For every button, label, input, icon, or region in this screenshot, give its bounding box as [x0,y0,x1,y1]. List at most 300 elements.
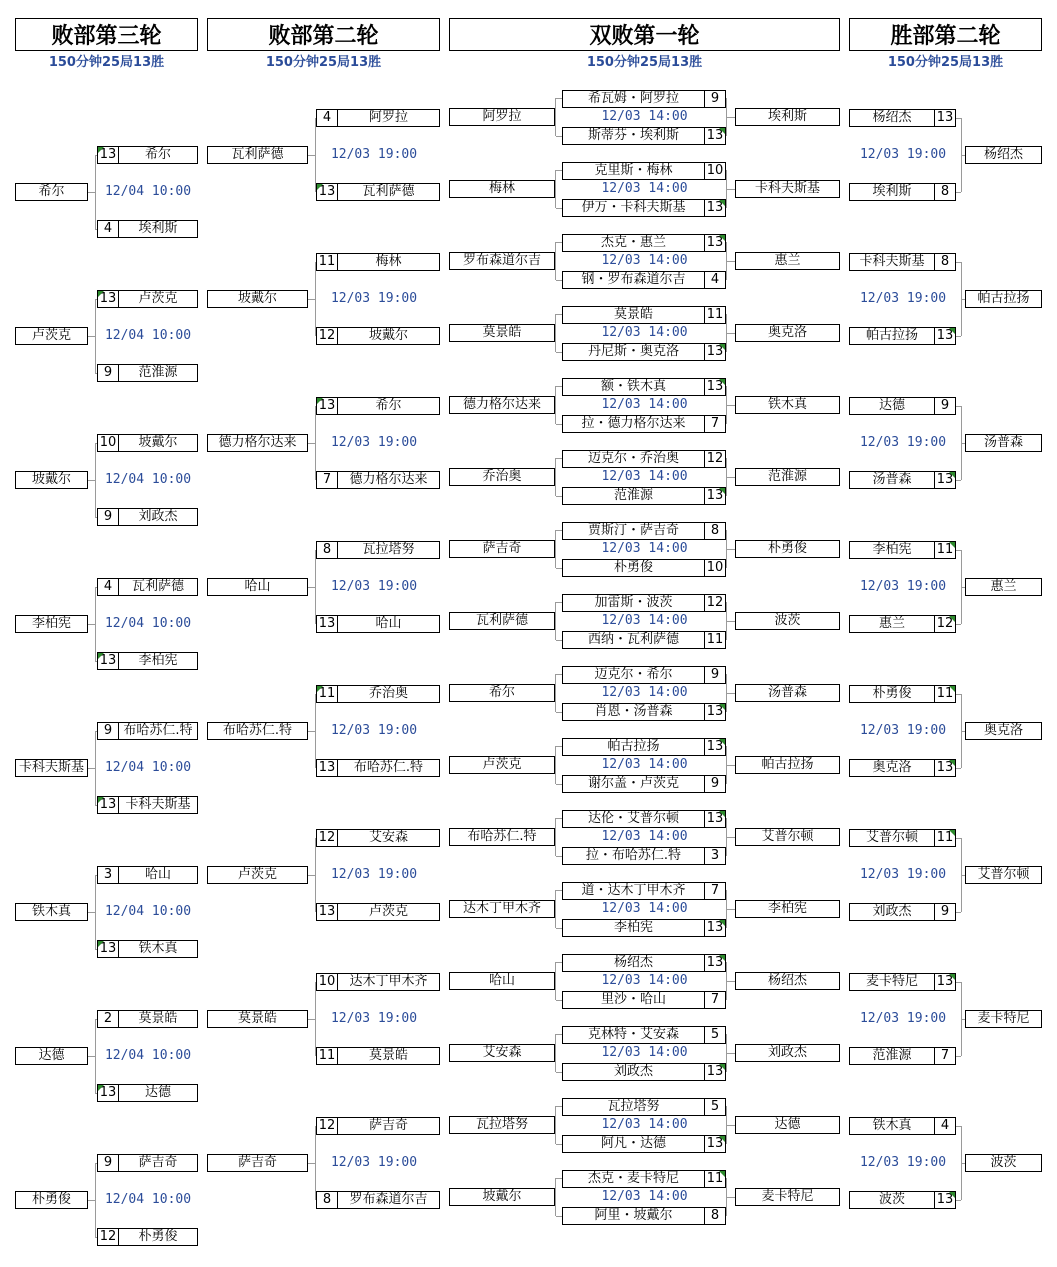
match-time: 12/03 14:00 [601,469,688,484]
lb2-bottom-player[interactable] [316,327,440,345]
score: 12 [704,451,725,467]
de1-top-player[interactable] [562,234,726,252]
lb2-winner[interactable]: 坡戴尔 [207,290,308,308]
de1-loser[interactable]: 莫景皓 [449,324,555,342]
connector-line [956,1056,961,1057]
wb2-winner[interactable]: 波茨 [965,1154,1042,1172]
player-name: 埃利斯 [138,221,178,236]
de1-bottom-player[interactable] [562,271,726,289]
player-name: 李柏宪 [613,920,653,935]
player-name: 谢尔盖・卢茨克 [587,776,679,791]
player-name: 里沙・哈山 [600,992,666,1007]
player-name: 瓦利萨德 [131,579,184,594]
header-losers-round-3: 败部第三轮 [15,18,198,51]
wb2-top-player[interactable] [849,397,956,415]
lb3-top-player[interactable] [97,722,198,740]
de1-winner[interactable]: 帕古拉扬 [735,756,840,774]
score: 8 [934,254,955,270]
lb2-bottom-player[interactable] [316,183,440,201]
score: 10 [317,974,338,990]
de1-loser[interactable]: 瓦利萨德 [449,612,555,630]
connector-line [956,1200,961,1201]
wb2-bottom-player[interactable] [849,615,956,633]
match-time: 12/03 14:00 [601,253,688,268]
wb2-bottom-player[interactable] [849,471,956,489]
de1-winner[interactable]: 埃利斯 [735,108,840,126]
match-time: 12/04 10:00 [104,184,192,199]
connector-line [308,731,316,732]
connector-line [956,768,961,769]
de1-top-player[interactable] [562,594,726,612]
score: 13 [98,1085,119,1101]
lb3-top-player[interactable] [97,1010,198,1028]
match-time: 12/03 19:00 [330,147,418,162]
de1-winner[interactable]: 麦卡特尼 [735,1188,840,1206]
lb2-winner[interactable]: 瓦利萨德 [207,146,308,164]
de1-bottom-player[interactable] [562,1135,726,1153]
wb2-bottom-player[interactable] [849,1047,956,1065]
lb3-winner[interactable]: 铁木真 [15,903,88,921]
lb3-winner[interactable]: 达德 [15,1047,88,1065]
player-name: 希尔 [144,147,171,162]
score: 13 [704,739,725,755]
score: 11 [317,254,338,270]
score: 10 [704,163,725,179]
wb2-top-player[interactable] [849,1117,956,1135]
lb3-bottom-player[interactable] [97,1084,198,1102]
lb2-top-player[interactable] [316,973,440,991]
de1-loser[interactable]: 罗布森道尔吉 [449,252,555,270]
lb2-top-player[interactable] [316,541,440,559]
player-name: 乔治奥 [368,686,408,701]
wb2-winner[interactable]: 惠兰 [965,578,1042,596]
de1-top-player[interactable] [562,522,726,540]
player-name: 拉・布哈苏仁.特 [585,848,682,863]
de1-top-player[interactable] [562,666,726,684]
player-name: 额・铁木真 [600,379,666,394]
player-name: 卢茨克 [138,291,178,306]
lb3-winner[interactable]: 李柏宪 [15,615,88,633]
score: 9 [98,723,119,739]
de1-top-player[interactable] [562,738,726,756]
score: 13 [704,128,725,144]
score: 13 [704,200,725,216]
match-time: 12/03 14:00 [601,613,688,628]
de1-loser[interactable]: 梅林 [449,180,555,198]
score: 12 [934,616,955,632]
match-time: 12/03 19:00 [330,867,418,882]
lb2-top-player[interactable] [316,397,440,415]
match-time: 12/03 19:00 [859,1155,947,1170]
lb2-top-player[interactable] [316,685,440,703]
player-name: 莫景皓 [138,1011,178,1026]
score: 13 [704,955,725,971]
format-losers-round-3: 150分钟25局13胜 [48,55,165,70]
connector-line [726,405,735,406]
de1-loser[interactable]: 阿罗拉 [449,108,555,126]
de1-top-player[interactable] [562,1098,726,1116]
lb2-top-player[interactable] [316,829,440,847]
connector-line [956,982,961,983]
player-name: 阿凡・达德 [600,1136,666,1151]
header-winners-round-2: 胜部第二轮 [849,18,1042,51]
player-name: 迈克尔・乔治奥 [587,451,679,466]
score: 13 [704,811,725,827]
wb2-winner[interactable]: 艾普尔顿 [965,866,1042,884]
de1-winner[interactable]: 达德 [735,1116,840,1134]
lb2-top-player[interactable] [316,109,440,127]
de1-bottom-player[interactable] [562,919,726,937]
match-time: 12/03 14:00 [601,901,688,916]
de1-top-player[interactable] [562,378,726,396]
player-name: 坡戴尔 [368,328,408,343]
connector-line [956,694,961,695]
score: 11 [704,632,725,648]
lb3-bottom-player[interactable] [97,508,198,526]
score: 13 [704,235,725,251]
score: 4 [98,221,119,237]
player-name: 波茨 [878,1192,905,1207]
player-name: 拉・德力格尔达来 [581,416,686,431]
connector-line [956,192,961,193]
lb2-winner[interactable]: 德力格尔达来 [207,434,308,452]
lb3-bottom-player[interactable] [97,940,198,958]
connector-line [555,1178,556,1216]
lb3-bottom-player[interactable] [97,1228,198,1246]
score: 13 [704,1064,725,1080]
wb2-top-player[interactable] [849,973,956,991]
match-time: 12/03 19:00 [859,435,947,450]
player-name: 萨吉奇 [368,1118,408,1133]
de1-top-player[interactable] [562,1170,726,1188]
player-name: 范淮源 [138,365,178,380]
de1-winner[interactable]: 卡科夫斯基 [735,180,840,198]
de1-loser[interactable]: 布哈苏仁.特 [449,828,555,846]
score: 13 [704,1136,725,1152]
de1-top-player[interactable] [562,162,726,180]
score: 7 [934,1048,955,1064]
player-name: 布哈苏仁.特 [353,760,424,775]
de1-loser[interactable]: 达木丁甲木齐 [449,900,555,918]
score: 13 [934,328,955,344]
de1-loser[interactable]: 德力格尔达来 [449,396,555,414]
score: 13 [704,379,725,395]
player-name: 帕古拉扬 [607,739,660,754]
match-time: 12/03 14:00 [601,325,688,340]
lb2-winner[interactable]: 布哈苏仁.特 [207,722,308,740]
de1-loser[interactable]: 艾安森 [449,1044,555,1062]
lb3-winner[interactable]: 希尔 [15,183,88,201]
player-name: 西纳・瓦利萨德 [587,632,679,647]
connector-line [555,1034,556,1072]
player-name: 杰克・麦卡特尼 [587,1171,679,1186]
de1-bottom-player[interactable] [562,991,726,1009]
player-name: 肖恩・汤普森 [594,704,673,719]
player-name: 瓦拉塔努 [362,542,415,557]
player-name: 瓦拉塔努 [607,1099,660,1114]
de1-winner[interactable]: 范淮源 [735,468,840,486]
de1-top-player[interactable] [562,810,726,828]
wb2-winner[interactable]: 杨绍杰 [965,146,1042,164]
score: 10 [98,435,119,451]
connector-line [555,98,556,136]
de1-loser[interactable]: 萨吉奇 [449,540,555,558]
score: 13 [934,760,955,776]
wb2-winner[interactable]: 麦卡特尼 [965,1010,1042,1028]
de1-top-player[interactable] [562,306,726,324]
de1-winner[interactable]: 刘政杰 [735,1044,840,1062]
lb2-bottom-player[interactable] [316,471,440,489]
score: 9 [934,398,955,414]
de1-bottom-player[interactable] [562,1207,726,1225]
connector-line [726,1053,735,1054]
player-name: 阿罗拉 [368,110,408,125]
de1-loser[interactable]: 希尔 [449,684,555,702]
player-name: 克林特・艾安森 [587,1027,679,1042]
wb2-bottom-player[interactable] [849,183,956,201]
connector-line [726,693,735,694]
de1-loser[interactable]: 乔治奥 [449,468,555,486]
match-time: 12/04 10:00 [104,904,192,919]
player-name: 奥克洛 [872,760,912,775]
de1-bottom-player[interactable] [562,127,726,145]
connector-line [555,602,556,640]
connector-line [956,550,961,551]
match-time: 12/03 19:00 [859,579,947,594]
match-time: 12/04 10:00 [104,1192,192,1207]
lb2-winner[interactable]: 哈山 [207,578,308,596]
match-time: 12/04 10:00 [104,616,192,631]
match-time: 12/03 14:00 [601,685,688,700]
score: 7 [704,992,725,1008]
connector-line [555,1106,556,1144]
connector-line [555,242,556,280]
connector-line [308,1163,316,1164]
player-name: 铁木真 [872,1118,912,1133]
wb2-top-player[interactable] [849,685,956,703]
connector-line [308,443,316,444]
connector-line [726,837,735,838]
de1-loser[interactable]: 坡戴尔 [449,1188,555,1206]
de1-bottom-player[interactable] [562,703,726,721]
de1-winner[interactable]: 杨绍杰 [735,972,840,990]
de1-loser[interactable]: 哈山 [449,972,555,990]
score: 4 [704,272,725,288]
connector-line [726,981,735,982]
score: 13 [98,291,119,307]
match-time: 12/03 19:00 [330,1155,418,1170]
player-name: 罗布森道尔吉 [349,1192,428,1207]
de1-top-player[interactable] [562,1026,726,1044]
player-name: 帕古拉扬 [865,328,918,343]
score: 13 [317,616,338,632]
de1-bottom-player[interactable] [562,631,726,649]
lb2-bottom-player[interactable] [316,1191,440,1209]
format-double-elim-round-1: 150分钟25局13胜 [586,55,703,70]
de1-loser[interactable]: 瓦拉塔努 [449,1116,555,1134]
de1-bottom-player[interactable] [562,343,726,361]
score: 8 [317,542,338,558]
player-name: 达伦・艾普尔顿 [587,811,679,826]
player-name: 麦卡特尼 [865,974,918,989]
wb2-bottom-player[interactable] [849,903,956,921]
de1-winner[interactable]: 汤普森 [735,684,840,702]
match-time: 12/03 19:00 [330,723,418,738]
score: 3 [704,848,725,864]
de1-bottom-player[interactable] [562,559,726,577]
score: 13 [98,941,119,957]
lb2-bottom-player[interactable] [316,615,440,633]
connector-line [726,621,735,622]
connector-line [308,299,316,300]
wb2-bottom-player[interactable] [849,327,956,345]
score: 13 [934,110,955,126]
score: 13 [934,974,955,990]
player-name: 朴勇俊 [872,686,912,701]
player-name: 贾斯汀・萨吉奇 [587,523,679,538]
wb2-bottom-player[interactable] [849,1191,956,1209]
score: 11 [934,542,955,558]
de1-winner[interactable]: 惠兰 [735,252,840,270]
connector-line [726,189,735,190]
lb3-top-player[interactable] [97,146,198,164]
player-name: 杨绍杰 [613,955,653,970]
score: 4 [934,1118,955,1134]
player-name: 伊万・卡科夫斯基 [581,200,686,215]
wb2-winner[interactable]: 奥克洛 [965,722,1042,740]
de1-bottom-player[interactable] [562,1063,726,1081]
de1-loser[interactable]: 卢茨克 [449,756,555,774]
lb2-winner[interactable]: 莫景皓 [207,1010,308,1028]
header-double-elim-round-1: 双败第一轮 [449,18,840,51]
de1-bottom-player[interactable] [562,415,726,433]
match-time: 12/04 10:00 [104,1048,192,1063]
de1-bottom-player[interactable] [562,487,726,505]
wb2-top-player[interactable] [849,541,956,559]
de1-winner[interactable]: 李柏宪 [735,900,840,918]
score: 13 [934,1192,955,1208]
match-time: 12/03 19:00 [330,435,418,450]
score: 11 [704,307,725,323]
connector-line [308,1019,316,1020]
match-time: 12/03 14:00 [601,829,688,844]
score: 7 [704,883,725,899]
match-time: 12/03 19:00 [859,867,947,882]
player-name: 达木丁甲木齐 [349,974,428,989]
player-name: 惠兰 [878,616,905,631]
wb2-top-player[interactable] [849,109,956,127]
player-name: 哈山 [375,616,402,631]
lb3-bottom-player[interactable] [97,364,198,382]
de1-bottom-player[interactable] [562,775,726,793]
score: 13 [704,920,725,936]
score: 13 [317,184,338,200]
lb3-top-player[interactable] [97,434,198,452]
lb2-top-player[interactable] [316,253,440,271]
lb3-winner[interactable]: 卢茨克 [15,327,88,345]
score: 13 [704,704,725,720]
lb2-bottom-player[interactable] [316,759,440,777]
lb2-bottom-player[interactable] [316,1047,440,1065]
lb3-top-player[interactable] [97,1154,198,1172]
lb3-bottom-player[interactable] [97,652,198,670]
player-name: 加雷斯・波茨 [594,595,673,610]
lb3-top-player[interactable] [97,290,198,308]
match-time: 12/03 14:00 [601,1045,688,1060]
score: 13 [317,398,338,414]
lb3-top-player[interactable] [97,866,198,884]
de1-winner[interactable]: 铁木真 [735,396,840,414]
connector-line [726,1197,735,1198]
match-time: 12/03 19:00 [330,291,418,306]
match-time: 12/03 14:00 [601,397,688,412]
player-name: 刘政杰 [613,1064,653,1079]
connector-line [555,890,556,928]
connector-line [726,909,735,910]
de1-top-player[interactable] [562,90,726,108]
score: 8 [317,1192,338,1208]
de1-winner[interactable]: 艾普尔顿 [735,828,840,846]
lb3-winner[interactable]: 坡戴尔 [15,471,88,489]
score: 9 [98,509,119,525]
lb2-winner[interactable]: 卢茨克 [207,866,308,884]
de1-bottom-player[interactable] [562,199,726,217]
lb3-winner[interactable]: 卡科夫斯基 [15,759,88,777]
match-time: 12/03 19:00 [859,1011,947,1026]
score: 3 [98,867,119,883]
de1-bottom-player[interactable] [562,847,726,865]
player-name: 铁木真 [138,941,178,956]
de1-winner[interactable]: 波茨 [735,612,840,630]
de1-top-player[interactable] [562,954,726,972]
lb3-bottom-player[interactable] [97,220,198,238]
wb2-top-player[interactable] [849,253,956,271]
player-name: 范淮源 [872,1048,912,1063]
score: 9 [704,91,725,107]
connector-line [308,155,316,156]
lb3-winner[interactable]: 朴勇俊 [15,1191,88,1209]
player-name: 道・达木丁甲木齐 [581,883,686,898]
lb2-bottom-player[interactable] [316,903,440,921]
lb3-top-player[interactable] [97,578,198,596]
wb2-winner[interactable]: 帕古拉扬 [965,290,1042,308]
match-time: 12/03 19:00 [330,1011,418,1026]
wb2-top-player[interactable] [849,829,956,847]
score: 8 [704,1208,725,1224]
de1-top-player[interactable] [562,450,726,468]
match-time: 12/04 10:00 [104,328,192,343]
match-time: 12/03 14:00 [601,541,688,556]
connector-line [555,386,556,424]
de1-winner[interactable]: 奥克洛 [735,324,840,342]
lb3-bottom-player[interactable] [97,796,198,814]
connector-line [726,261,735,262]
de1-top-player[interactable] [562,882,726,900]
player-name: 德力格尔达来 [349,472,428,487]
wb2-winner[interactable]: 汤普森 [965,434,1042,452]
player-name: 迈克尔・希尔 [594,667,673,682]
lb2-winner[interactable]: 萨吉奇 [207,1154,308,1172]
match-time: 12/04 10:00 [104,472,192,487]
player-name: 范淮源 [613,488,653,503]
lb2-top-player[interactable] [316,1117,440,1135]
player-name: 希尔 [375,398,402,413]
score: 8 [934,184,955,200]
connector-line [555,170,556,208]
wb2-bottom-player[interactable] [849,759,956,777]
player-name: 朴勇俊 [138,1229,178,1244]
de1-winner[interactable]: 朴勇俊 [735,540,840,558]
